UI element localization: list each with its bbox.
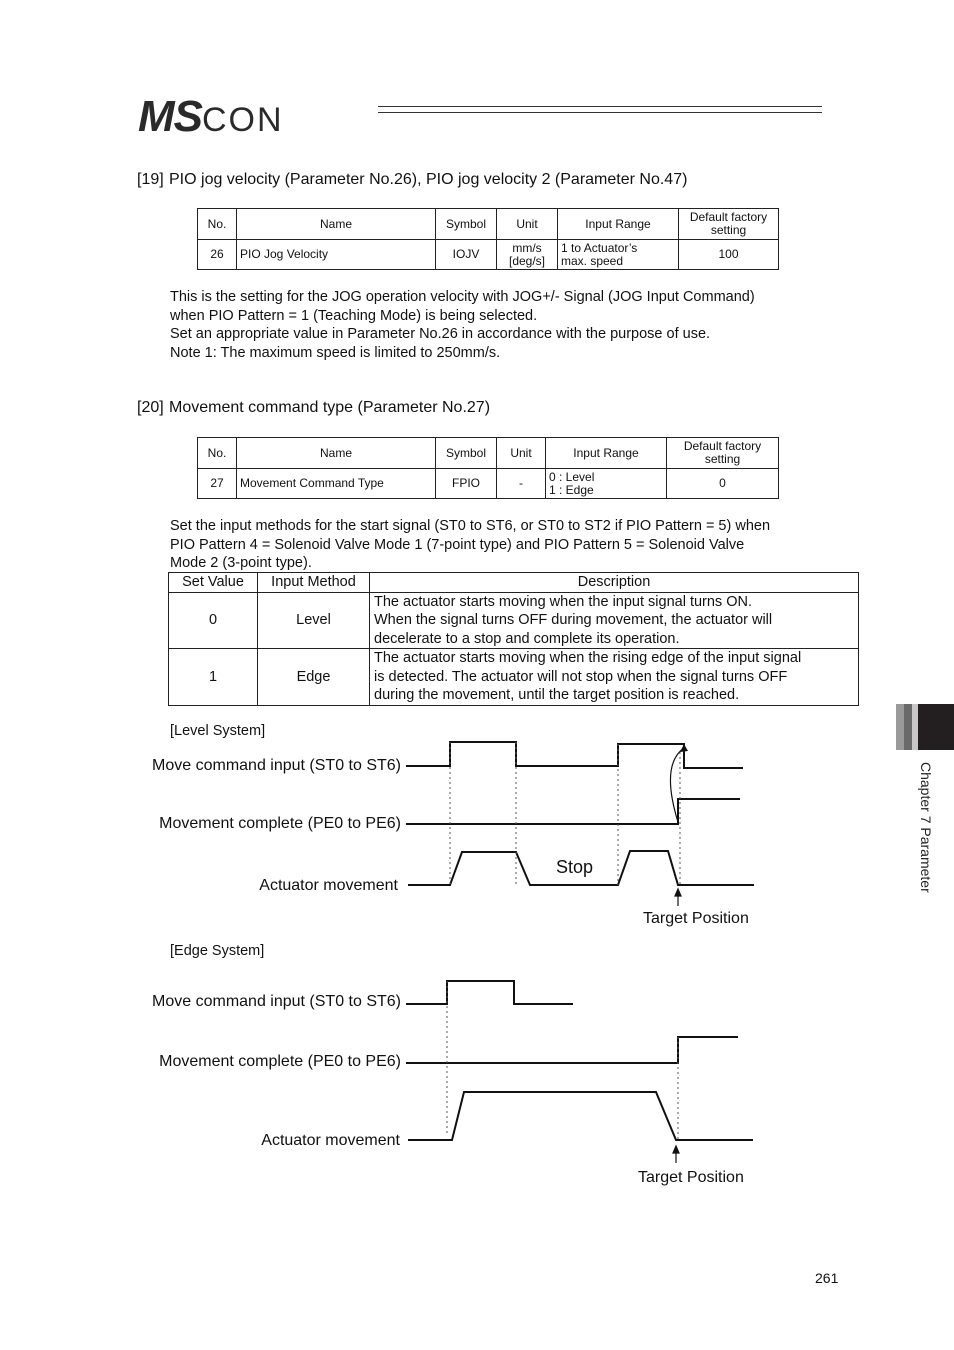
level-actuator-movement-label: Actuator movement bbox=[259, 877, 398, 894]
row-0-method: Level bbox=[258, 592, 370, 649]
row-0-value: 0 bbox=[169, 592, 258, 649]
mscon-logo: MSCON bbox=[138, 92, 284, 141]
section-20-paragraph: Set the input methods for the start signal (ST0 to ST6, or ST0 to ST2 if PIO Pattern = 5) when PIO Pattern 4 = Solenoid Valve Mode 1 (7-point type) and PIO Pattern 5 = Solenoid Valve Mode 2 (3-point type). bbox=[170, 518, 771, 571]
stop-label: Stop bbox=[556, 857, 594, 877]
page-number: 261 bbox=[815, 1270, 839, 1286]
section-19-heading: [19] PIO jog velocity (Parameter No.26), PIO jog velocity 2 (Parameter No.47) bbox=[137, 171, 688, 188]
side-tab-block bbox=[918, 704, 954, 750]
edge-actuator-waveform bbox=[408, 1092, 753, 1140]
edge-movement-complete-waveform bbox=[406, 1037, 738, 1063]
section-19-paragraph: This is the setting for the JOG operation velocity with JOG+/- Signal (JOG Input Command) when PIO Pattern = 1 (Teaching Mode) is being selected. Set an appropriate value in Parameter No.26 in accordance with the purpose of use. Note 1: The maximum speed is limited to 250mm/s. bbox=[170, 289, 755, 361]
edge-move-command-label: Move command input (ST0 to ST6) bbox=[152, 993, 401, 1010]
col-header-no: No. bbox=[198, 209, 237, 240]
chapter-label: Chapter 7 Parameter bbox=[918, 762, 934, 893]
edge-move-command-waveform bbox=[406, 981, 573, 1004]
col-header-range: Input Range bbox=[546, 438, 667, 469]
level-move-command-label: Move command input (ST0 to ST6) bbox=[152, 757, 401, 774]
cell-range: 1 to Actuator’s max. speed bbox=[558, 240, 679, 270]
cell-name: Movement Command Type bbox=[237, 469, 436, 499]
level-target-position-label: Target Position bbox=[643, 910, 749, 927]
col-header-name: Name bbox=[237, 209, 436, 240]
side-tab-stripe-2 bbox=[904, 704, 912, 750]
level-actuator-waveform bbox=[408, 851, 754, 885]
side-tab-stripe-1 bbox=[896, 704, 904, 750]
edge-movement-complete-label: Movement complete (PE0 to PE6) bbox=[159, 1053, 401, 1070]
edge-target-position-label: Target Position bbox=[638, 1169, 744, 1186]
row-0-description: The actuator starts moving when the input signal turns ON. When the signal turns OFF during movement, the actuator will decelerate to a stop and complete its operation. bbox=[370, 592, 859, 649]
cell-unit: - bbox=[497, 469, 546, 499]
row-1-value: 1 bbox=[169, 649, 258, 706]
edge-system-title: [Edge System] bbox=[170, 943, 265, 959]
level-movement-complete-waveform bbox=[406, 799, 740, 824]
cell-symbol: IOJV bbox=[436, 240, 497, 270]
cell-range: 0 : Level 1 : Edge bbox=[546, 469, 667, 499]
section-20-heading: [20] Movement command type (Parameter No.27) bbox=[137, 399, 491, 416]
col-header-default: Default factory setting bbox=[679, 209, 779, 240]
edge-actuator-movement-label: Actuator movement bbox=[261, 1132, 400, 1149]
header-set-value: Set Value bbox=[169, 573, 258, 593]
cell-symbol: FPIO bbox=[436, 469, 497, 499]
col-header-range: Input Range bbox=[558, 209, 679, 240]
col-header-default: Default factory setting bbox=[667, 438, 779, 469]
cell-default: 0 bbox=[667, 469, 779, 499]
col-header-unit: Unit bbox=[497, 209, 558, 240]
col-header-no: No. bbox=[198, 438, 237, 469]
header-description: Description bbox=[370, 573, 859, 593]
cell-no: 27 bbox=[198, 469, 237, 499]
col-header-name: Name bbox=[237, 438, 436, 469]
col-header-symbol: Symbol bbox=[436, 438, 497, 469]
level-move-command-waveform bbox=[406, 742, 743, 768]
header-input-method: Input Method bbox=[258, 573, 370, 593]
col-header-symbol: Symbol bbox=[436, 209, 497, 240]
cell-unit: mm/s [deg/s] bbox=[497, 240, 558, 270]
row-1-description: The actuator starts moving when the rising edge of the input signal is detected. The actuator will not stop when the signal turns OFF during the movement, until the target position is reached. bbox=[370, 649, 859, 706]
col-header-unit: Unit bbox=[497, 438, 546, 469]
row-1-method: Edge bbox=[258, 649, 370, 706]
cell-no: 26 bbox=[198, 240, 237, 270]
level-movement-complete-label: Movement complete (PE0 to PE6) bbox=[159, 815, 401, 832]
cell-default: 100 bbox=[679, 240, 779, 270]
level-system-title: [Level System] bbox=[170, 723, 266, 739]
cell-name: PIO Jog Velocity bbox=[237, 240, 436, 270]
